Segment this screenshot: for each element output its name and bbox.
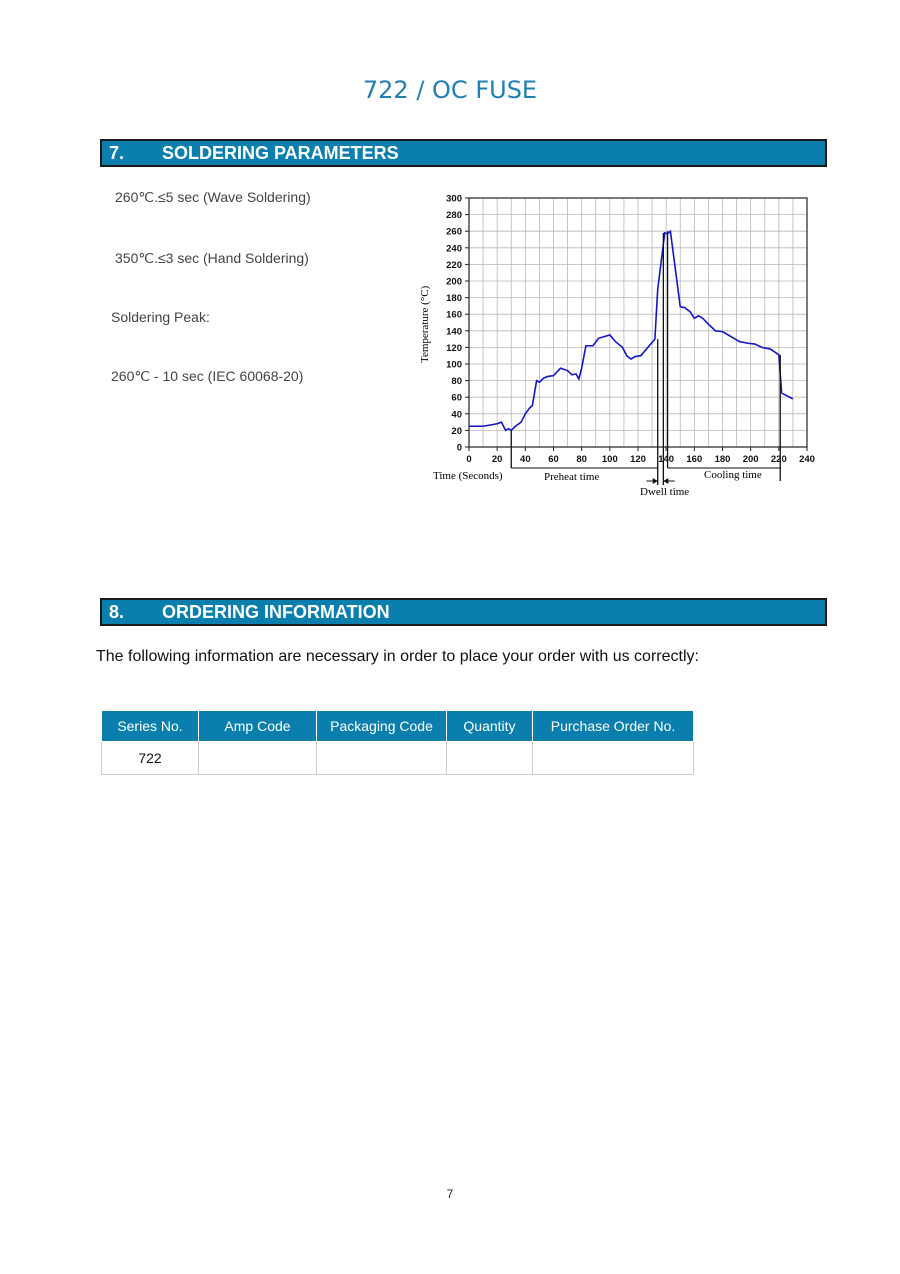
x-tick-label: 200 xyxy=(742,454,759,465)
y-tick-label: 120 xyxy=(446,342,462,354)
y-tick-label: 280 xyxy=(446,210,462,222)
y-tick-label: 220 xyxy=(446,259,462,271)
x-tick-label: 140 xyxy=(658,454,675,465)
x-tick-label: 40 xyxy=(520,454,531,465)
annotation-preheat: Preheat time xyxy=(544,471,600,483)
annotation-cooling: Cooling time xyxy=(704,469,762,481)
y-tick-label: 140 xyxy=(446,326,462,338)
cell-purchase-order-no xyxy=(533,742,694,775)
table-header-row xyxy=(102,711,694,742)
section-number: 7. xyxy=(109,143,125,163)
y-tick-label: 20 xyxy=(451,425,462,437)
section-header-soldering xyxy=(100,139,827,167)
header-series-no: Series No. xyxy=(102,711,199,742)
param-peak-value: 260℃ - 10 sec (IEC 60068-20) xyxy=(111,368,304,384)
header-packaging-code: Packaging Code xyxy=(317,711,447,742)
y-tick-label: 240 xyxy=(446,243,462,255)
x-tick-label: 60 xyxy=(548,454,559,465)
y-tick-label: 300 xyxy=(446,193,462,205)
x-tick-label: 240 xyxy=(799,454,815,465)
x-tick-label: 80 xyxy=(576,454,587,465)
dwell-arrowhead-right xyxy=(663,478,668,484)
section-number: 8. xyxy=(109,602,125,622)
param-peak-label: Soldering Peak: xyxy=(111,309,210,325)
x-tick-label: 0 xyxy=(466,454,472,465)
section-title: SOLDERING PARAMETERS xyxy=(162,143,399,163)
header-amp-code: Amp Code xyxy=(199,711,317,742)
ordering-intro-text: The following information are necessary in order to place your order with us correctly: xyxy=(96,648,699,665)
y-axis-label: Temperature (°C) xyxy=(419,285,431,363)
y-tick-label: 60 xyxy=(451,392,462,404)
cell-amp-code xyxy=(199,742,317,775)
y-tick-label: 80 xyxy=(451,376,462,388)
cell-packaging-code xyxy=(317,742,447,775)
x-tick-label: 120 xyxy=(630,454,646,465)
page-number: 7 xyxy=(446,1187,454,1201)
x-tick-label: 100 xyxy=(601,454,618,465)
y-tick-label: 40 xyxy=(451,409,462,421)
section-header-ordering xyxy=(100,598,827,626)
header-purchase-order-no: Purchase Order No. xyxy=(533,711,694,742)
annotation-dwell: Dwell time xyxy=(640,486,690,498)
cell-series-no: 722 xyxy=(102,742,199,775)
x-tick-label: 180 xyxy=(714,454,731,465)
y-tick-label: 200 xyxy=(446,276,462,288)
dwell-arrowhead-left xyxy=(653,478,658,484)
x-tick-label: 220 xyxy=(770,454,787,465)
header-quantity: Quantity xyxy=(447,711,533,742)
y-tick-label: 100 xyxy=(446,359,462,371)
table-row xyxy=(102,742,694,775)
param-wave-soldering: 260℃.≤5 sec (Wave Soldering) xyxy=(115,189,311,205)
param-hand-soldering: 350℃.≤3 sec (Hand Soldering) xyxy=(115,250,309,266)
x-tick-label: 160 xyxy=(686,454,703,465)
y-tick-label: 260 xyxy=(446,226,462,238)
y-tick-label: 180 xyxy=(446,293,462,305)
x-tick-label: 20 xyxy=(491,454,503,465)
y-tick-label: 0 xyxy=(456,442,462,454)
cell-quantity xyxy=(447,742,533,775)
y-tick-label: 160 xyxy=(446,309,462,321)
x-axis-label: Time (Seconds) xyxy=(433,470,503,482)
document-title: 722 / OC FUSE xyxy=(362,76,538,104)
ordering-table xyxy=(101,710,694,775)
section-title: ORDERING INFORMATION xyxy=(162,602,390,622)
soldering-profile-chart xyxy=(410,185,830,505)
